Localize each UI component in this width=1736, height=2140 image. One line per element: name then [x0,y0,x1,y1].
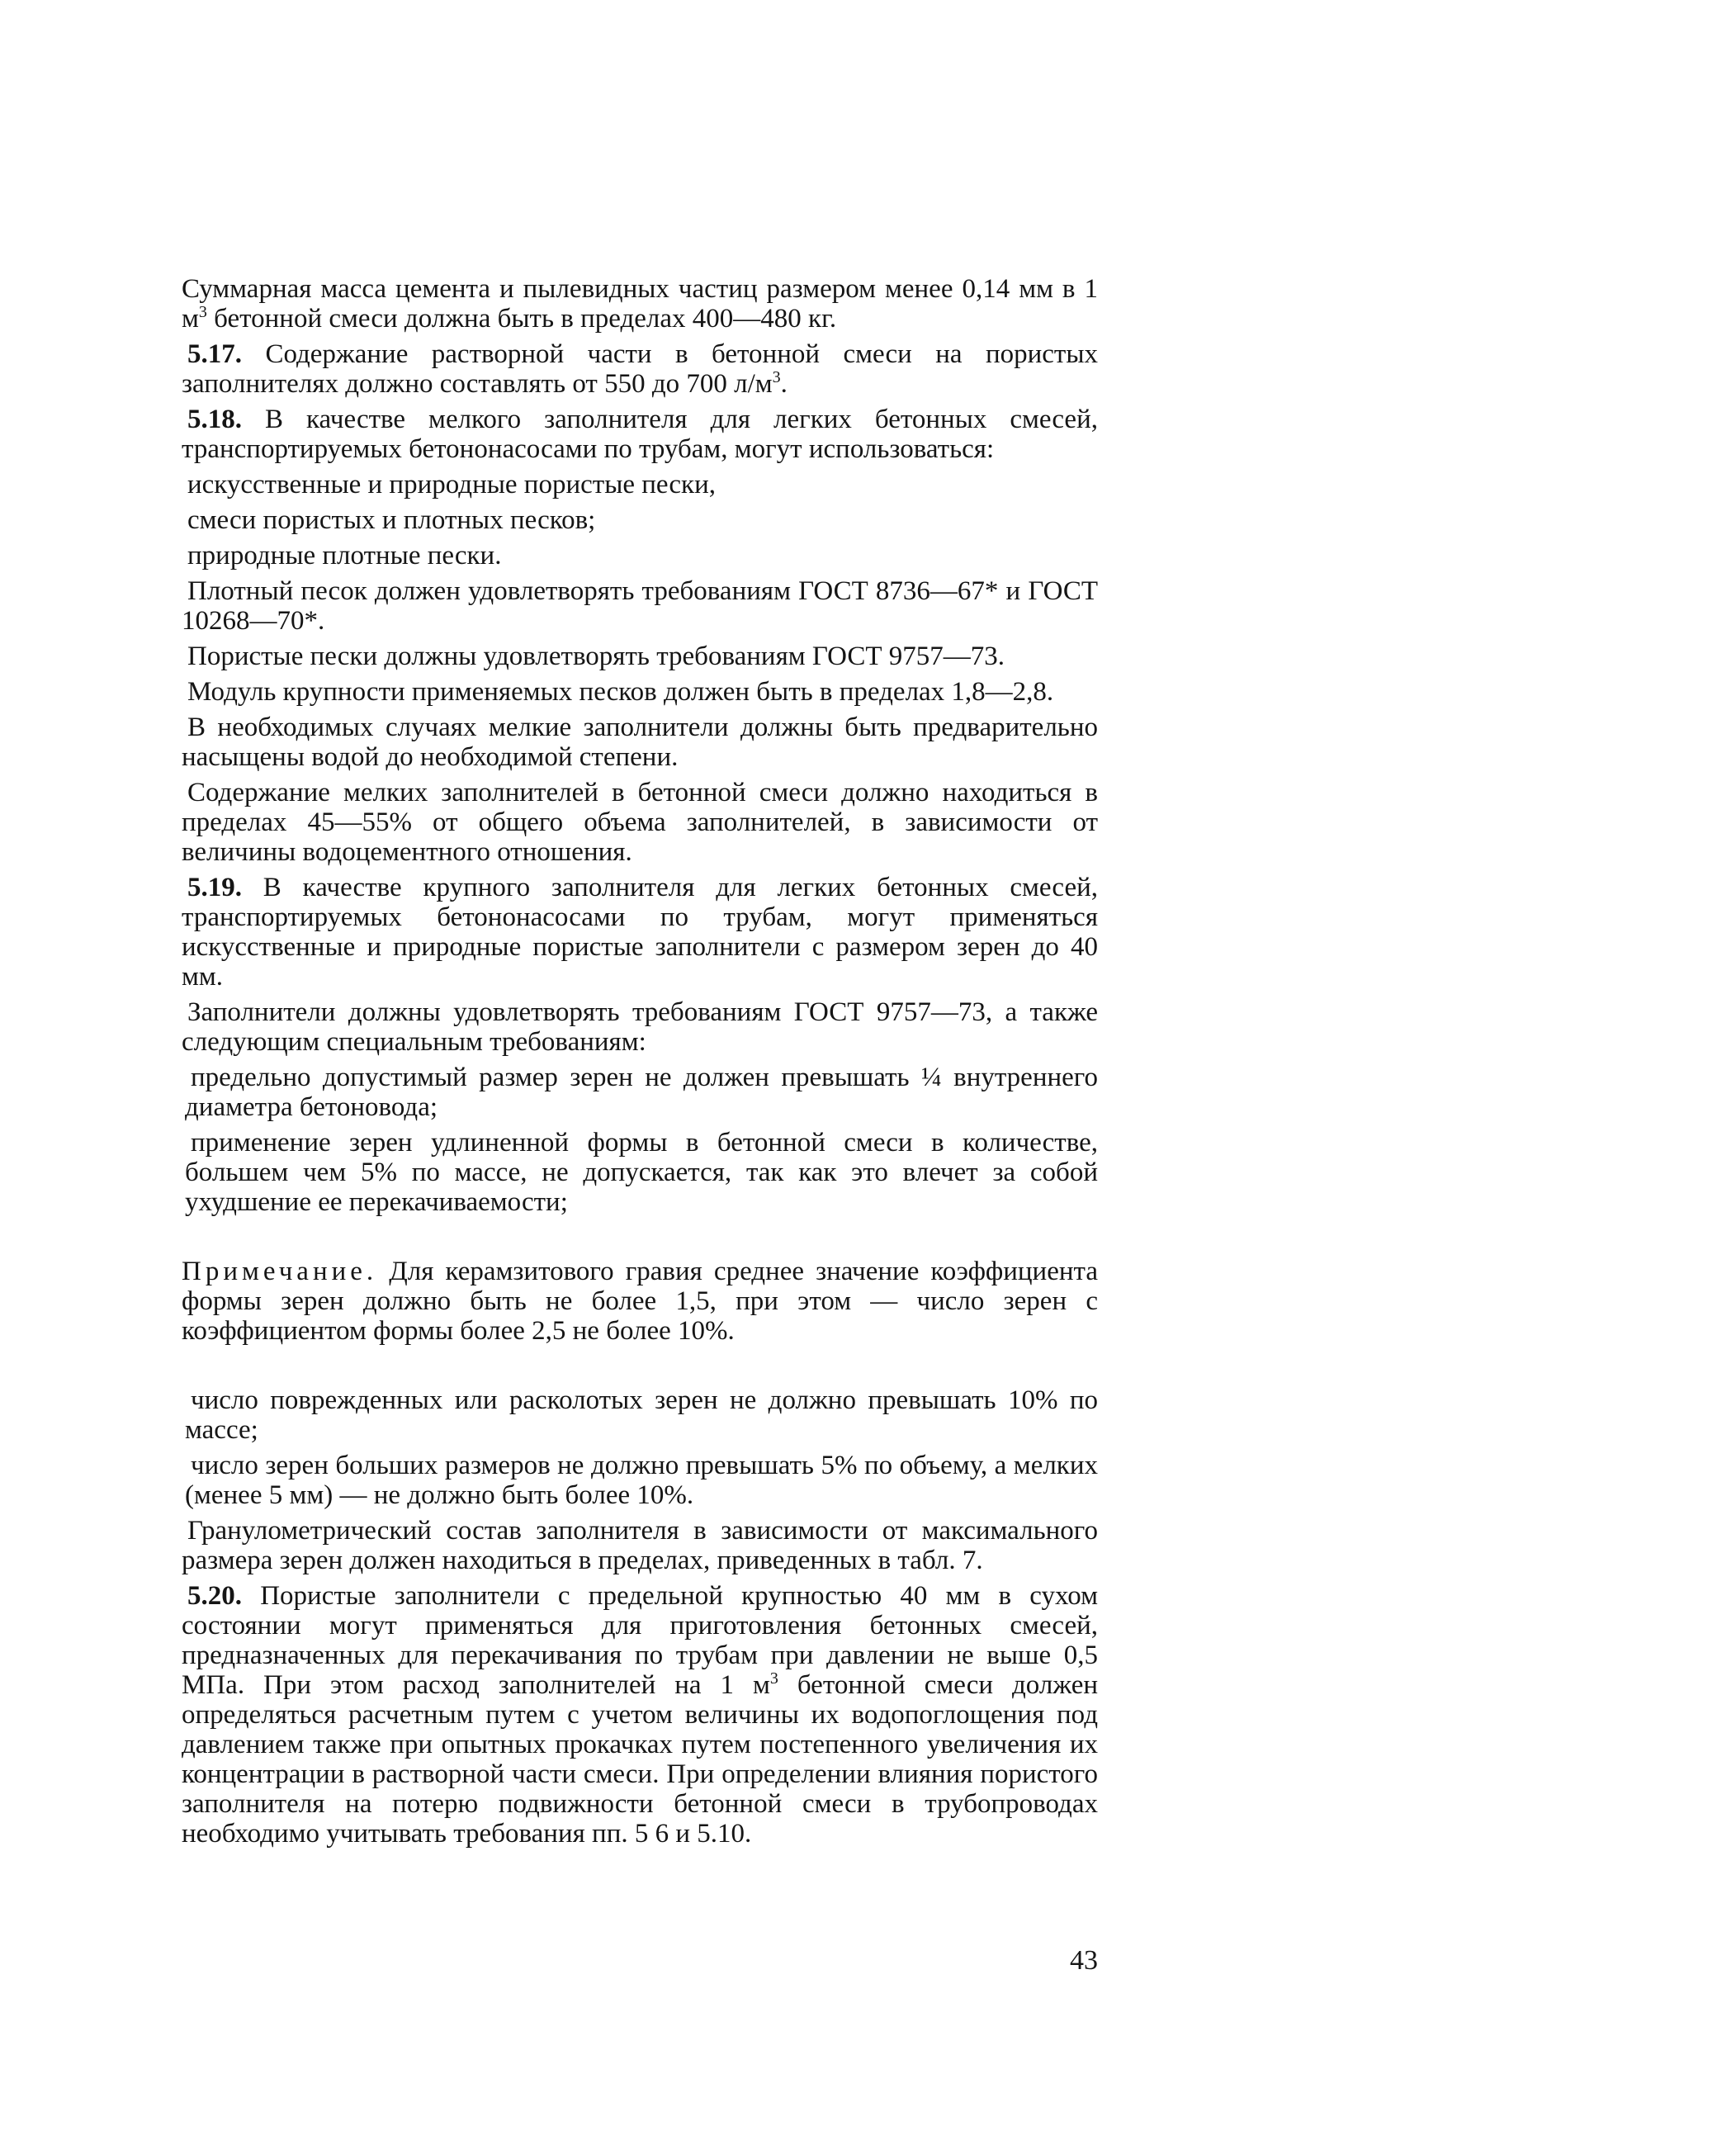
paragraph-fineness-modulus: Модуль крупности применяемых песков должен быть в пределах 1,8—2,8. [187,677,1054,707]
paragraph-text: В качестве крупного заполнителя для легких бетонных смесей, транспортируемых бетононасосами по трубам, могут применяться искусственные и природные пористые заполнители с размером зерен до 40 мм. [182,873,1098,992]
superscript: 3 [198,303,207,321]
clause-5-18 [182,405,1098,464]
paragraph-text: Пористые заполнители с предельной крупностью 40 мм в сухом состоянии могут применяться для приготовления бетонных смесей, предназначенных для перекачивания по трубам при давлении не выше 0,5 МПа. При этом расход заполнителей на 1 м [182,1581,1098,1700]
clause-number: 5.17. [187,339,242,369]
body-text [182,274,1098,1854]
list-item: искусственные и природные пористые пески, [187,470,716,499]
superscript: 3 [769,1669,778,1688]
clause-5-17 [182,339,1098,399]
paragraph-requirements: Заполнители должны удовлетворять требованиям ГОСТ 9757—73, а также следующим специальным требованиям: [182,997,1098,1057]
paragraph-porous-sand: Пористые пески должны удовлетворять требованиям ГОСТ 9757—73. [187,642,1005,671]
page-number: 43 [1070,1945,1098,1976]
paragraph-text: Суммарная масса цемента и пылевидных частиц размером менее 0,14 мм в 1 м [182,274,1098,334]
paragraph-text: В качестве мелкого заполнителя для легких бетонных смесей, транспортируемых бетононасосами по трубам, могут использоваться: [182,405,1098,464]
list-item: природные плотные пески. [187,541,502,571]
clause-number: 5.19. [187,873,242,902]
paragraph-text: бетонной смеси должен определяться расчетным путем с учетом величины их водопоглощения под давлением также при опытных прокачках путем постепенного увеличения их концентрации в растворной части смеси. При определении влияния пористого заполнителя на потерю подвижности бетонной смеси в трубопроводах необходимо учитывать требования пп. 5 6 и 5.10. [182,1670,1098,1849]
list-item: число поврежденных или расколотых зерен не должно превышать 10% по массе; [185,1385,1098,1445]
paragraph-cement-mass [182,274,1098,334]
paragraph-text: бетонной смеси должна быть в пределах 400—480 кг. [206,304,837,334]
note [182,1257,1098,1346]
note-label: Примечание. [182,1257,378,1286]
clause-number: 5.18. [187,405,242,434]
clause-5-19 [182,873,1098,992]
clause-5-20 [182,1581,1098,1849]
paragraph-text: Содержание растворной части в бетонной смеси на пористых заполнителях должно составлять от 550 до 700 л/м [182,339,1098,399]
list-item: предельно допустимый размер зерен не должен превышать ¼ внутреннего диаметра бетоновода; [185,1063,1098,1122]
paragraph-fine-content: Содержание мелких заполнителей в бетонной смеси должно находиться в пределах 45—55% от общего объема заполнителей, в зависимости от величины водоцементного отношения. [182,778,1098,867]
paragraph-granulometry: Гранулометрический состав заполнителя в зависимости от максимального размера зерен должен находиться в пределах, приведенных в табл. 7. [182,1516,1098,1575]
clause-number: 5.20. [187,1581,242,1611]
list-item: применение зерен удлиненной формы в бетонной смеси в количестве, большем чем 5% по массе, не допускается, так как это влечет за собой ухудшение ее перекачиваемости; [185,1128,1098,1217]
list-item: смеси пористых и плотных песков; [187,505,596,535]
paragraph-saturation: В необходимых случаях мелкие заполнители должны быть предварительно насыщены водой до необходимой степени. [182,713,1098,772]
note-text: Для керамзитового гравия среднее значение коэффициента формы зерен должно быть не более 1,5, при этом — число зерен с коэффициентом формы более 2,5 не более 10%. [182,1257,1098,1346]
paragraph-dense-sand: Плотный песок должен удовлетворять требованиям ГОСТ 8736—67* и ГОСТ 10268—70*. [182,576,1098,636]
list-item: число зерен больших размеров не должно превышать 5% по объему, а мелких (менее 5 мм) — не должно быть более 10%. [185,1451,1098,1510]
superscript: 3 [772,368,781,386]
paragraph-text: . [780,369,788,399]
